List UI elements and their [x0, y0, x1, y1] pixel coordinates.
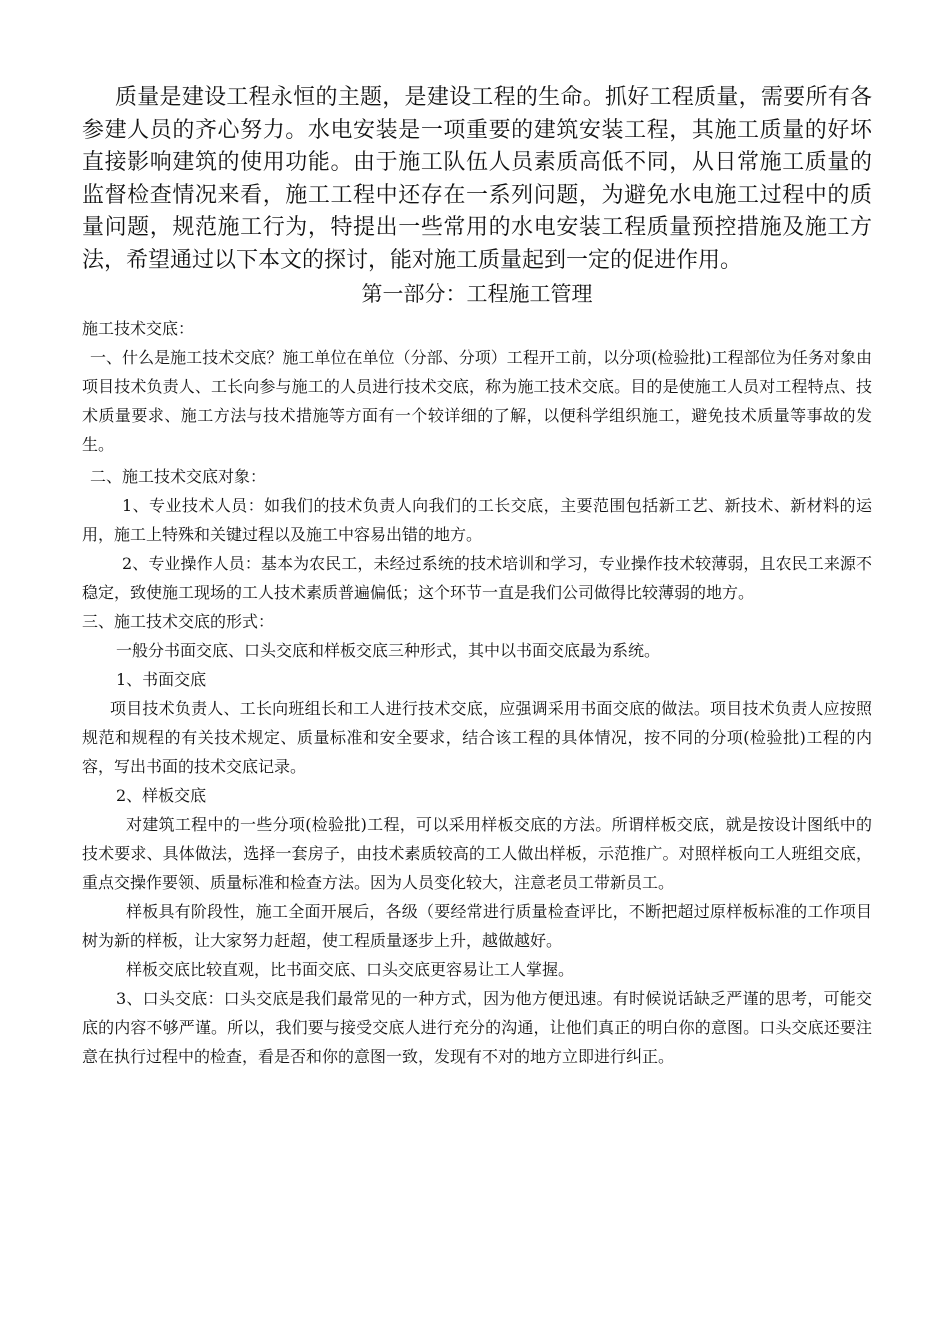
part-title: 第一部分：工程施工管理 [361, 282, 593, 306]
section-title: 施工技术交底： [82, 319, 195, 338]
paragraph-operating-staff: 2、专业操作人员：基本为农民工，未经过系统的技术培训和学习，专业操作技术较薄弱，且农民工来源不稳定，致使施工现场的工人技术素质普遍偏低；这个环节一直是我们公司做得比较薄弱的地方。 [82, 554, 872, 602]
document-page [82, 82, 872, 1071]
paragraph-written-disclosure: 项目技术负责人、工长向班组长和工人进行技术交底，应强调采用书面交底的做法。项目技术负责人应按照规范和规程的有关技术规定、质量标准和安全要求，结合该工程的具体情况，按不同的分项(检验批)工程的内容，写出书面的技术交底记录。 [82, 699, 872, 776]
paragraph-technical-staff: 1、专业技术人员：如我们的技术负责人向我们的工长交底，主要范围包括新工艺、新技术、新材料的运用，施工上特殊和关键过程以及施工中容易出错的地方。 [82, 496, 872, 544]
heading-written-disclosure: 1、书面交底 [116, 670, 207, 689]
intro-paragraph: 质量是建设工程永恒的主题，是建设工程的生命。抓好工程质量，需要所有各参建人员的齐心努力。水电安装是一项重要的建筑安装工程，其施工质量的好坏直接影响建筑的使用功能。由于施工队伍人员素质高低不同，从日常施工质量的监督检查情况来看，施工工程中还存在一系列问题，为避免水电施工过程中的质量问题，规范施工行为，特提出一些常用的水电安装工程质量预控措施及施工方法，希望通过以下本文的探讨，能对施工质量起到一定的促进作用。 [82, 85, 872, 273]
heading-disclosure-targets: 二、施工技术交底对象： [90, 467, 267, 486]
paragraph-sample-intuitive: 样板交底比较直观，比书面交底、口头交底更容易让工人掌握。 [126, 960, 575, 979]
paragraph-sample-disclosure: 对建筑工程中的一些分项(检验批)工程，可以采用样板交底的方法。所谓样板交底，就是按设计图纸中的技术要求、具体做法，选择一套房子，由技术素质较高的工人做出样板，示范推广。对照样板向工人班组交底，重点交操作要领、质量标准和检查方法。因为人员变化较大，注意老员工带新员工。 [82, 815, 872, 892]
paragraph-forms-overview: 一般分书面交底、口头交底和样板交底三种形式，其中以书面交底最为系统。 [116, 641, 661, 660]
heading-sample-disclosure: 2、样板交底 [116, 786, 207, 805]
paragraph-what-is-disclosure: 一、什么是施工技术交底？施工单位在单位（分部、分项）工程开工前，以分项(检验批)工程部位为任务对象由项目技术负责人、工长向参与施工的人员进行技术交底，称为施工技术交底。目的是使施工人员对工程特点、技术质量要求、施工方法与技术措施等方面有一个较详细的了解，以便科学组织施工，避免技术质量等事故的发生。 [82, 348, 872, 454]
paragraph-verbal-disclosure: 3、口头交底：口头交底是我们最常见的一种方式，因为他方便迅速。有时候说话缺乏严谨的思考，可能交底的内容不够严谨。所以，我们要与接受交底人进行充分的沟通，让他们真正的明白你的意图。口头交底还要注意在执行过程中的检查，看是否和你的意图一致，发现有不对的地方立即进行纠正。 [82, 989, 872, 1066]
heading-disclosure-forms: 三、施工技术交底的形式： [82, 612, 275, 631]
paragraph-sample-stages: 样板具有阶段性，施工全面开展后，各级（要经常进行质量检查评比，不断把超过原样板标准的工作项目树为新的样板，让大家努力赶超，使工程质量逐步上升，越做越好。 [82, 902, 872, 950]
